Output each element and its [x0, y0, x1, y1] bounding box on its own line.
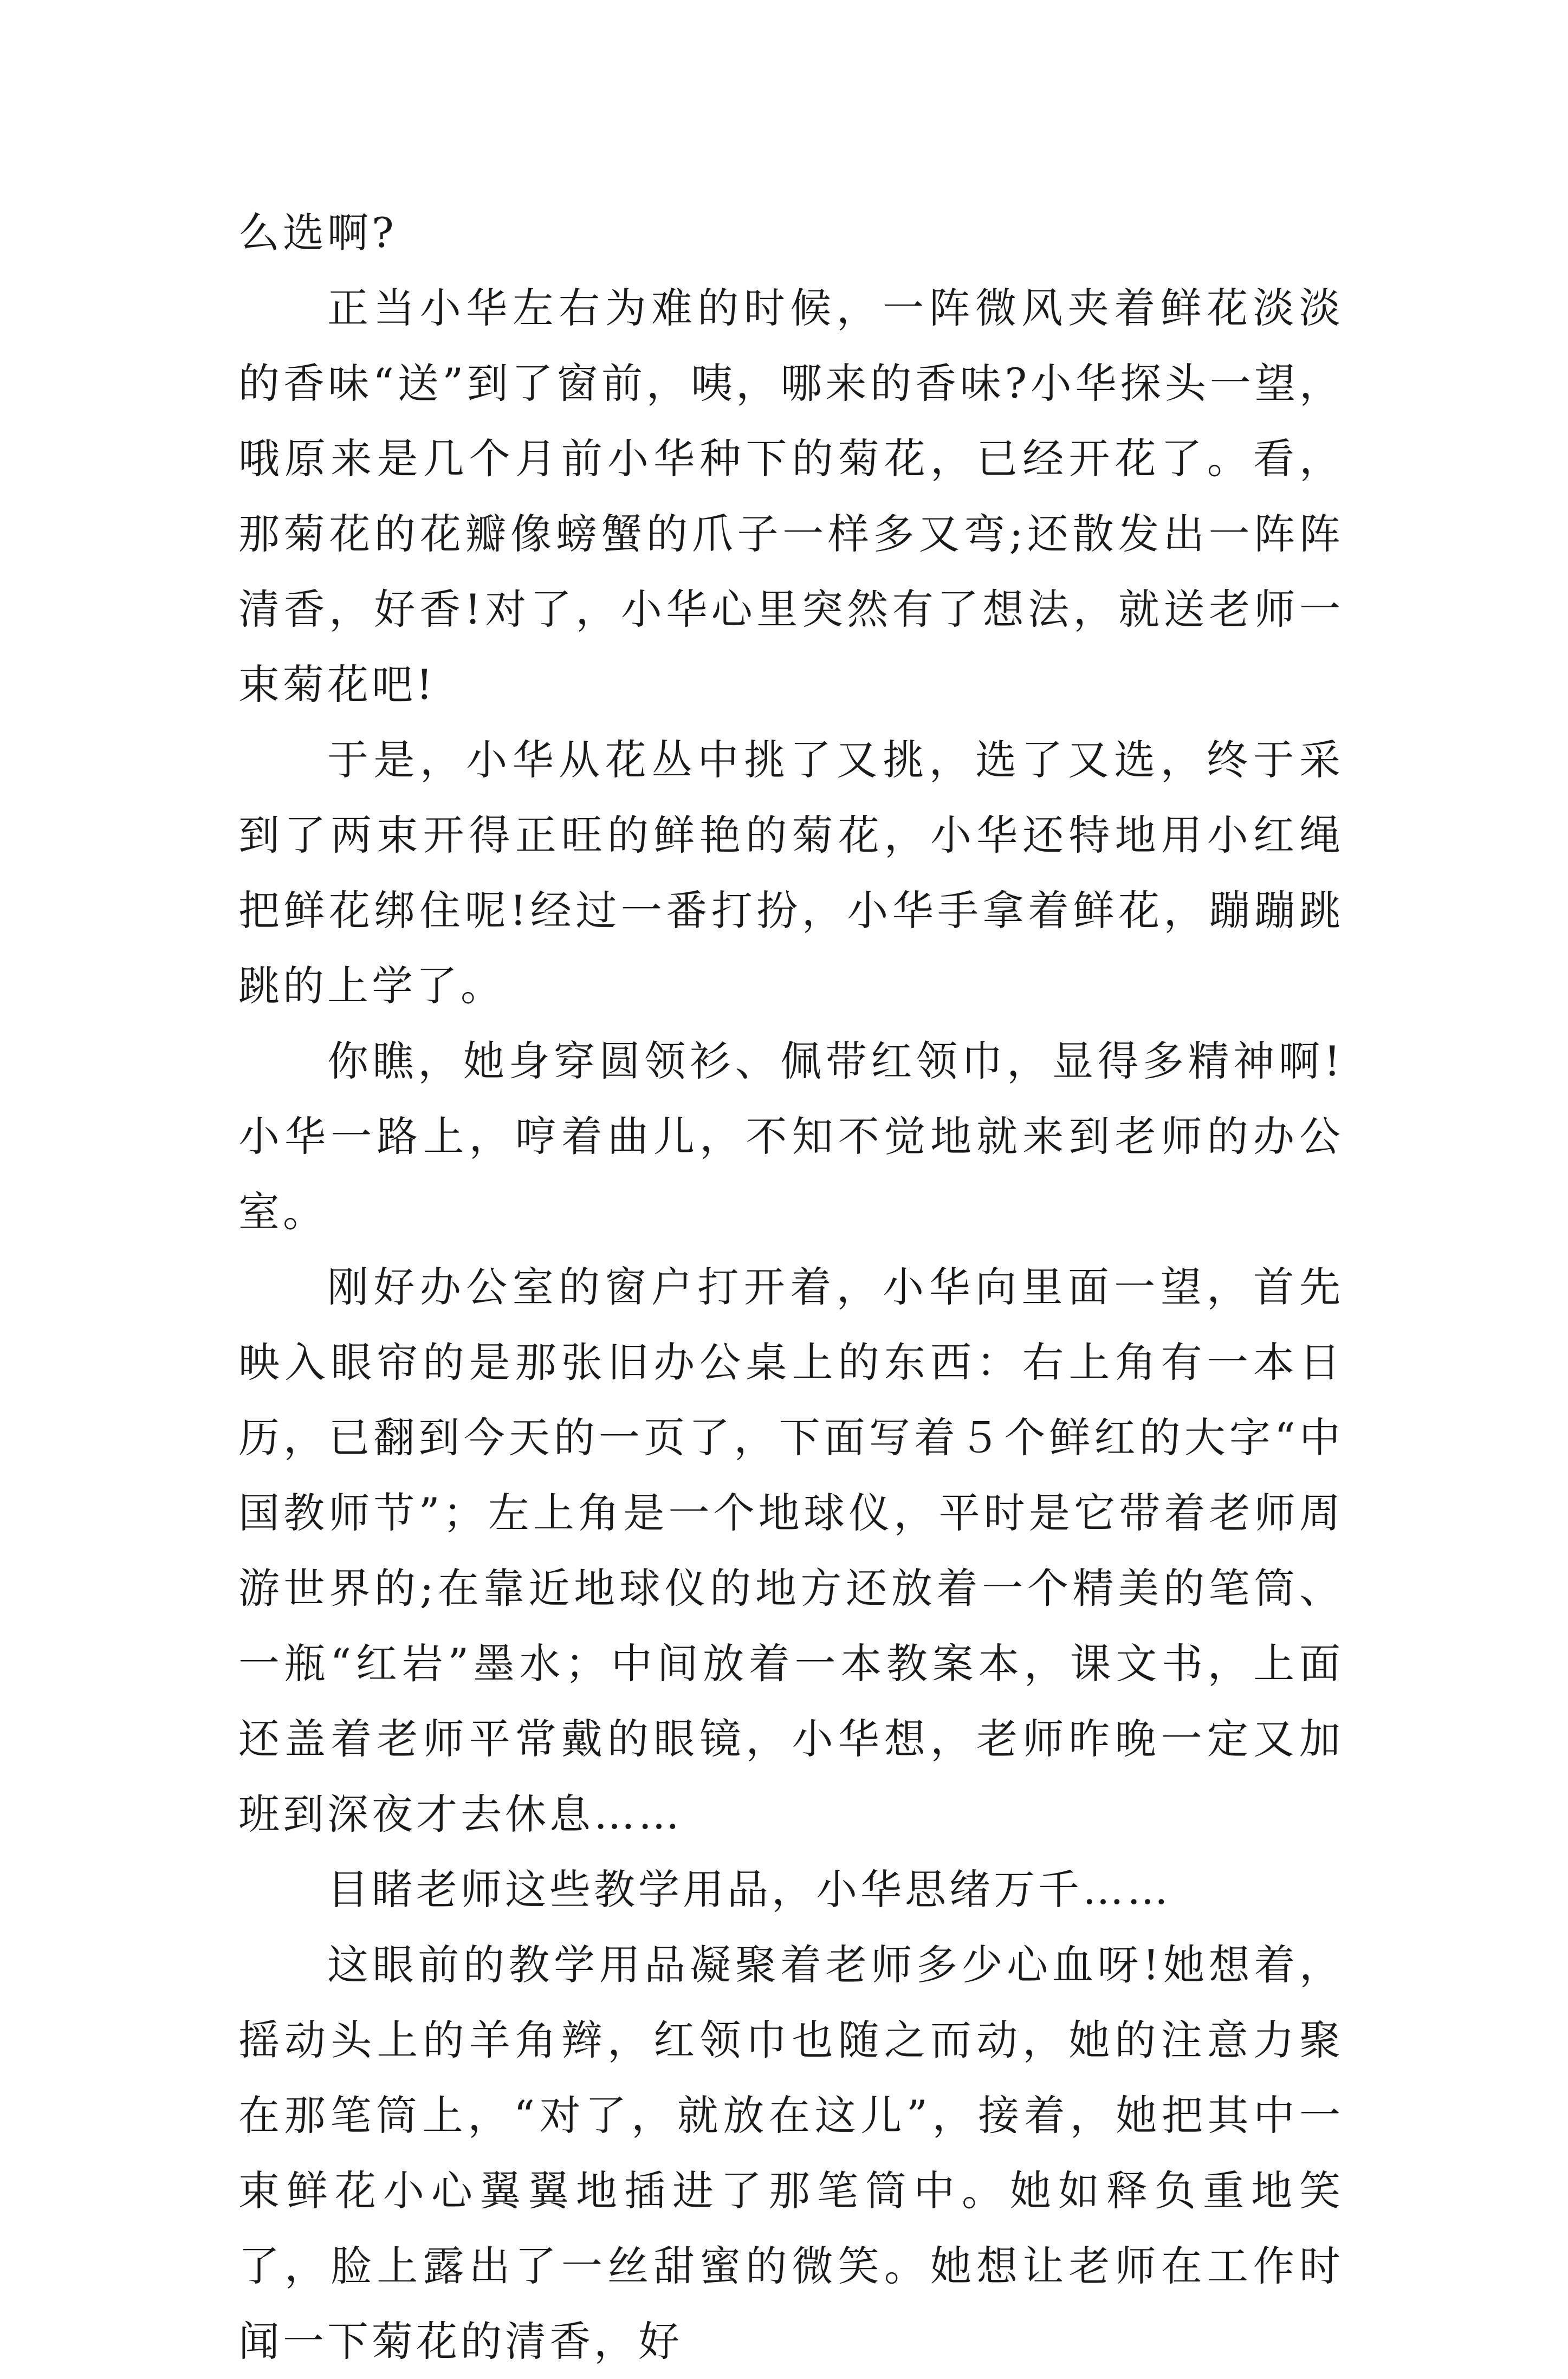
- paragraph-placing-flowers: 这眼前的教学用品凝聚着老师多少心血呀!她想着，摇动头上的羊角辫，红领巾也随之而动，她的注意力聚在那笔筒上，“对了，就放在这儿”，接着，她把其中一束鲜花小心翼翼地插进了那笔筒中。她如释负重地笑了，脸上露出了一丝甜蜜的微笑。她想让老师在工作时闻一下菊花的清香，好: [238, 1941, 1344, 2365]
- paragraph-chrysanthemum-idea: 正当小华左右为难的时候，一阵微风夹着鲜花淡淡的香味“送”到了窗前，咦，哪来的香味?小华探头一望，哦原来是几个月前小华种下的菊花，已经开花了。看，那菊花的花瓣像螃蟹的爪子一样多又弯;还散发出一阵阵清香，好香!对了，小华心里突然有了想法，就送老师一束菊花吧!: [238, 284, 1344, 709]
- article-body: [238, 195, 1344, 2379]
- paragraph-desk-description: 刚好办公室的窗户打开着，小华向里面一望，首先映入眼帘的是那张旧办公桌上的东西：右上角有一本日历，已翻到今天的一页了，下面写着５个鲜红的大字“中国教师节”；左上角是一个地球仪，平时是它带着老师周游世界的;在靠近地球仪的地方还放着一个精美的笔筒、一瓶“红岩”墨水；中间放着一本教案本，课文书，上面还盖着老师平常戴的眼镜，小华想，老师昨晚一定又加班到深夜才去休息……: [238, 1263, 1344, 1838]
- paragraph-thoughts: 目睹老师这些教学用品，小华思绪万千……: [327, 1865, 1171, 1914]
- paragraph-continuation: 么选啊?: [238, 209, 397, 257]
- paragraph-picking-flowers: 于是，小华从花丛中挑了又挑，选了又选，终于采到了两束开得正旺的鲜艳的菊花，小华还特地用小红绳把鲜花绑住呢!经过一番打扮，小华手拿着鲜花，蹦蹦跳跳的上学了。: [238, 736, 1344, 1010]
- paragraph-way-to-office: 你瞧，她身穿圆领衫、佩带红领巾，显得多精神啊!小华一路上，哼着曲儿，不知不觉地就来到老师的办公室。: [238, 1037, 1344, 1236]
